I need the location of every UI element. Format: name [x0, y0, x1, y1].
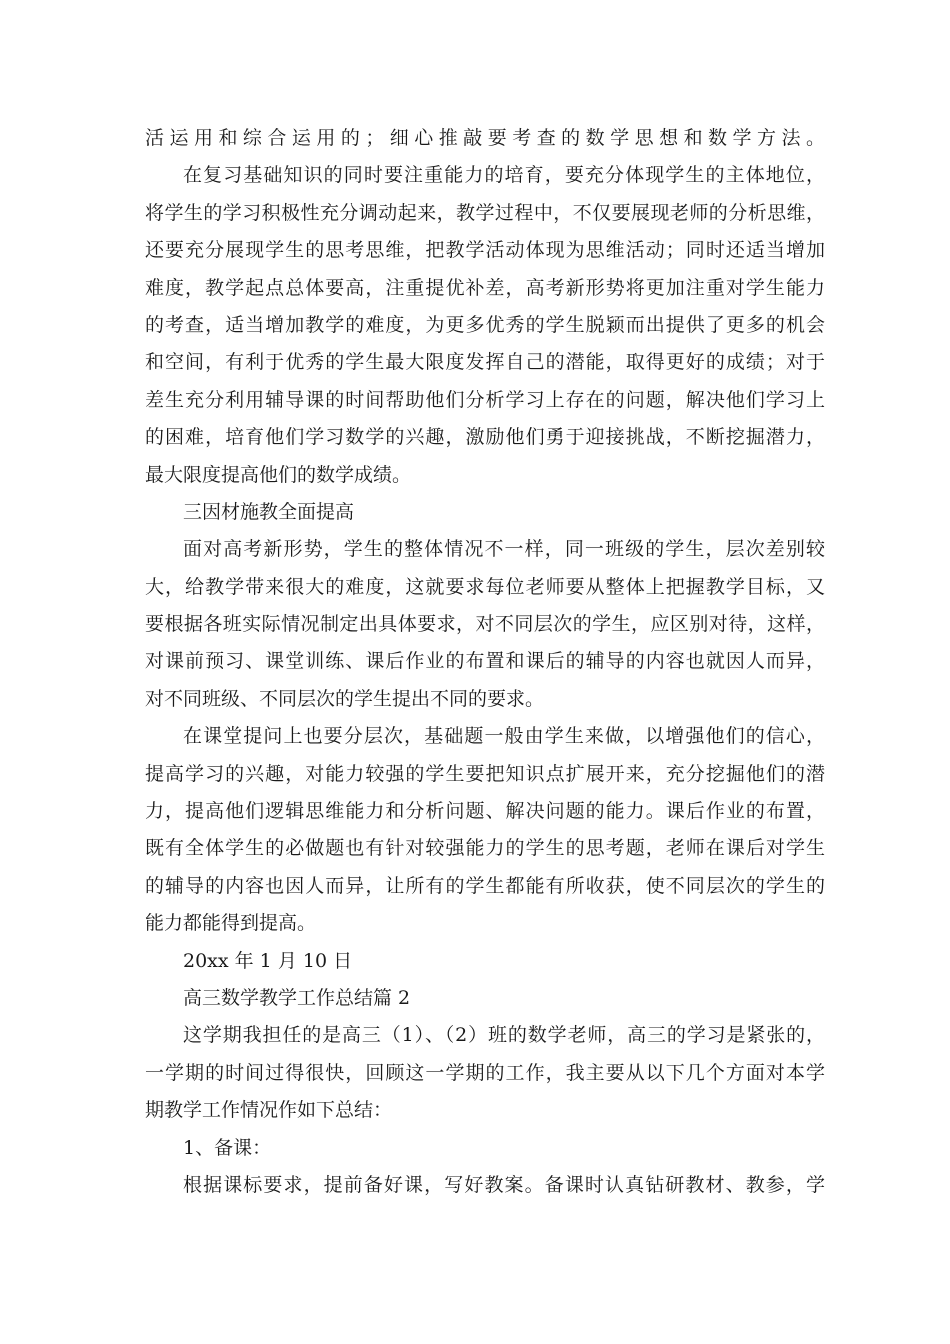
- section-heading: 三因材施教全面提高: [183, 500, 355, 523]
- section-title: 高三数学教学工作总结篇 2: [183, 986, 411, 1009]
- text-line: 这学期我担任的是高三（1）、（2）班的数学老师，高三的学习是紧张的，: [183, 1024, 825, 1047]
- text-line: 既有全体学生的必做题也有针对较强能力的学生的思考题，老师在课后对学生: [145, 837, 825, 860]
- text-line: 能力都能得到提高。: [145, 912, 317, 935]
- text-line: 活运用和综合运用的；细心推敲要考查的数学思想和数学方法。: [145, 127, 825, 149]
- text-line: 要根据各班实际情况制定出具体要求，对不同层次的学生，应区别对待，这样，: [145, 613, 825, 636]
- text-line: 差生充分利用辅导课的时间帮助他们分析学习上存在的问题，解决他们学习上: [145, 388, 825, 411]
- text-line: 的考查，适当增加教学的难度，为更多优秀的学生脱颖而出提供了更多的机会: [145, 313, 825, 336]
- text-line: 对不同班级、不同层次的学生提出不同的要求。: [145, 687, 545, 710]
- text-line: 根据课标要求，提前备好课，写好教案。备课时认真钻研教材、教参，学: [183, 1173, 825, 1196]
- text-line: 的困难，培育他们学习数学的兴趣，激励他们勇于迎接挑战，不断挖掘潜力，: [145, 426, 825, 449]
- text-line: 面对高考新形势，学生的整体情况不一样，同一班级的学生，层次差别较: [183, 538, 825, 561]
- list-heading: 1、备课：: [183, 1136, 272, 1159]
- text-line: 一学期的时间过得很快，回顾这一学期的工作，我主要从以下几个方面对本学: [145, 1061, 825, 1084]
- text-line: 最大限度提高他们的数学成绩。: [145, 463, 412, 486]
- text-line: 的辅导的内容也因人而异，让所有的学生都能有所收获，使不同层次的学生的: [145, 874, 825, 897]
- date-line: 20xx 年 1 月 10 日: [183, 949, 353, 972]
- text-line: 和空间，有利于优秀的学生最大限度发挥自己的潜能，取得更好的成绩；对于: [145, 351, 825, 374]
- text-line: 大，给教学带来很大的难度，这就要求每位老师要从整体上把握教学目标，又: [145, 575, 825, 598]
- text-line: 还要充分展现学生的思考思维，把教学活动体现为思维活动；同时还适当增加: [145, 239, 825, 262]
- text-line: 期教学工作情况作如下总结：: [145, 1099, 393, 1122]
- text-line: 将学生的学习积极性充分调动起来，教学过程中，不仅要展现老师的分析思维，: [145, 201, 825, 224]
- document-body: [145, 120, 825, 1204]
- text-line: 力，提高他们逻辑思维能力和分析问题、解决问题的能力。课后作业的布置，: [145, 800, 825, 823]
- text-line: 在课堂提问上也要分层次，基础题一般由学生来做，以增强他们的信心，: [183, 725, 825, 748]
- text-line: 在复习基础知识的同时要注重能力的培育，要充分体现学生的主体地位，: [183, 164, 825, 187]
- text-line: 提高学习的兴趣，对能力较强的学生要把知识点扩展开来，充分挖掘他们的潜: [145, 762, 825, 785]
- text-line: 难度，教学起点总体要高，注重提优补差，高考新形势将更加注重对学生能力: [145, 276, 825, 299]
- text-line: 对课前预习、课堂训练、课后作业的布置和课后的辅导的内容也就因人而异，: [145, 650, 825, 673]
